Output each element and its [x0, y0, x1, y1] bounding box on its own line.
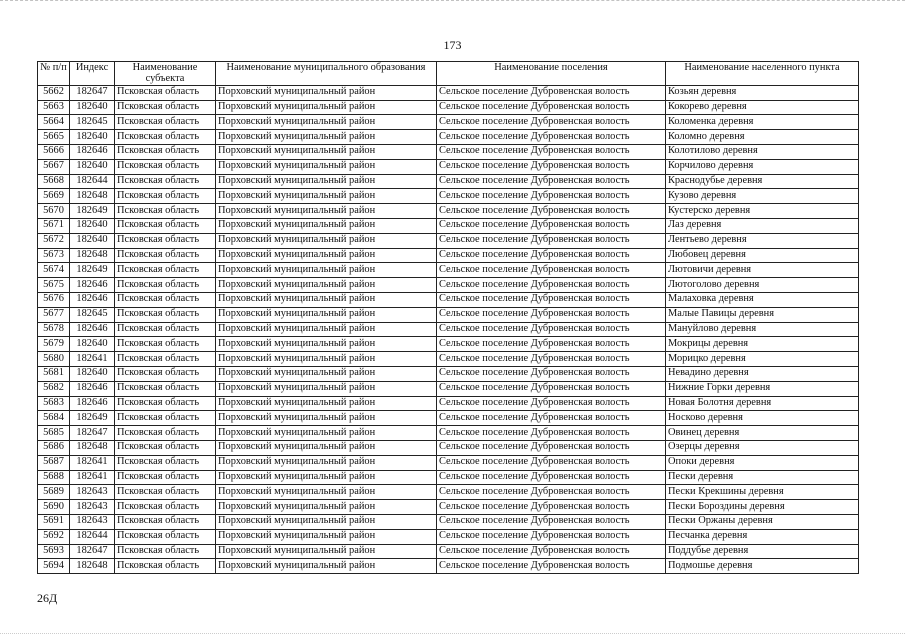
header-settlement: Наименование поселения [437, 62, 666, 86]
settlement-name-cell: Сельское поселение Дубровенская волость [437, 366, 666, 381]
locality-name-cell: Малаховка деревня [666, 293, 859, 308]
settlement-name-cell: Сельское поселение Дубровенская волость [437, 115, 666, 130]
row-number-cell: 5692 [38, 529, 70, 544]
table-row [38, 514, 859, 529]
settlement-name-cell: Сельское поселение Дубровенская волость [437, 204, 666, 219]
postal-index-cell: 182648 [70, 189, 115, 204]
municipality-name-cell: Порховский муниципальный район [216, 366, 437, 381]
table-row [38, 500, 859, 515]
header-row [38, 62, 859, 86]
table-row [38, 204, 859, 219]
page-number: 173 [443, 38, 462, 52]
row-number-cell: 5677 [38, 307, 70, 322]
table-row [38, 485, 859, 500]
table-row [38, 396, 859, 411]
row-number-cell: 5684 [38, 411, 70, 426]
row-number-cell: 5670 [38, 204, 70, 219]
postal-index-cell: 182648 [70, 559, 115, 574]
locality-name-cell: Колотилово деревня [666, 145, 859, 160]
postal-index-cell: 182644 [70, 529, 115, 544]
locality-name-cell: Пески Оржаны деревня [666, 514, 859, 529]
settlement-name-cell: Сельское поселение Дубровенская волость [437, 85, 666, 100]
municipality-name-cell: Порховский муниципальный район [216, 381, 437, 396]
municipality-name-cell: Порховский муниципальный район [216, 130, 437, 145]
locality-name-cell: Новая Болотня деревня [666, 396, 859, 411]
subject-name-cell: Псковская область [115, 322, 216, 337]
row-number-cell: 5662 [38, 85, 70, 100]
municipality-name-cell: Порховский муниципальный район [216, 322, 437, 337]
settlement-name-cell: Сельское поселение Дубровенская волость [437, 263, 666, 278]
subject-name-cell: Псковская область [115, 455, 216, 470]
table-row [38, 455, 859, 470]
table-row [38, 219, 859, 234]
subject-name-cell: Псковская область [115, 174, 216, 189]
subject-name-cell: Псковская область [115, 485, 216, 500]
municipality-name-cell: Порховский муниципальный район [216, 145, 437, 160]
postal-index-cell: 182646 [70, 293, 115, 308]
postal-index-cell: 182645 [70, 115, 115, 130]
settlement-name-cell: Сельское поселение Дубровенская волость [437, 381, 666, 396]
settlement-name-cell: Сельское поселение Дубровенская волость [437, 396, 666, 411]
row-number-cell: 5685 [38, 426, 70, 441]
locality-name-cell: Коломно деревня [666, 130, 859, 145]
table-row [38, 426, 859, 441]
subject-name-cell: Псковская область [115, 204, 216, 219]
settlement-name-cell: Сельское поселение Дубровенская волость [437, 455, 666, 470]
municipality-name-cell: Порховский муниципальный район [216, 293, 437, 308]
postal-index-cell: 182641 [70, 455, 115, 470]
row-number-cell: 5675 [38, 278, 70, 293]
row-number-cell: 5672 [38, 233, 70, 248]
postal-index-cell: 182644 [70, 174, 115, 189]
locality-name-cell: Козьян деревня [666, 85, 859, 100]
locality-name-cell: Морицко деревня [666, 352, 859, 367]
municipality-name-cell: Порховский муниципальный район [216, 159, 437, 174]
postal-index-cell: 182646 [70, 322, 115, 337]
table-body [38, 85, 859, 573]
table-row [38, 233, 859, 248]
locality-name-cell: Пески Крекшины деревня [666, 485, 859, 500]
postal-index-cell: 182640 [70, 233, 115, 248]
row-number-cell: 5665 [38, 130, 70, 145]
municipality-name-cell: Порховский муниципальный район [216, 233, 437, 248]
subject-name-cell: Псковская область [115, 219, 216, 234]
locality-name-cell: Подмошье деревня [666, 559, 859, 574]
settlement-name-cell: Сельское поселение Дубровенская волость [437, 130, 666, 145]
locality-name-cell: Коломенка деревня [666, 115, 859, 130]
municipality-name-cell: Порховский муниципальный район [216, 248, 437, 263]
municipality-name-cell: Порховский муниципальный район [216, 544, 437, 559]
header-index: Индекс [70, 62, 115, 86]
settlement-name-cell: Сельское поселение Дубровенская волость [437, 219, 666, 234]
municipality-name-cell: Порховский муниципальный район [216, 485, 437, 500]
settlement-name-cell: Сельское поселение Дубровенская волость [437, 100, 666, 115]
locality-name-cell: Песчанка деревня [666, 529, 859, 544]
locality-name-cell: Малые Павицы деревня [666, 307, 859, 322]
postal-index-cell: 182645 [70, 307, 115, 322]
postal-index-cell: 182646 [70, 278, 115, 293]
row-number-cell: 5671 [38, 219, 70, 234]
locality-name-cell: Мокрицы деревня [666, 337, 859, 352]
settlement-name-cell: Сельское поселение Дубровенская волость [437, 322, 666, 337]
municipality-name-cell: Порховский муниципальный район [216, 219, 437, 234]
municipality-name-cell: Порховский муниципальный район [216, 85, 437, 100]
row-number-cell: 5667 [38, 159, 70, 174]
settlements-table [37, 61, 859, 574]
table-row [38, 174, 859, 189]
municipality-name-cell: Порховский муниципальный район [216, 470, 437, 485]
subject-name-cell: Псковская область [115, 115, 216, 130]
settlement-name-cell: Сельское поселение Дубровенская волость [437, 189, 666, 204]
locality-name-cell: Пески Бороздины деревня [666, 500, 859, 515]
subject-name-cell: Псковская область [115, 470, 216, 485]
row-number-cell: 5680 [38, 352, 70, 367]
locality-name-cell: Корчилово деревня [666, 159, 859, 174]
postal-index-cell: 182640 [70, 130, 115, 145]
subject-name-cell: Псковская область [115, 189, 216, 204]
locality-name-cell: Мануйлово деревня [666, 322, 859, 337]
municipality-name-cell: Порховский муниципальный район [216, 278, 437, 293]
postal-index-cell: 182648 [70, 248, 115, 263]
scan-edge-bottom [0, 633, 905, 637]
row-number-cell: 5679 [38, 337, 70, 352]
settlement-name-cell: Сельское поселение Дубровенская волость [437, 248, 666, 263]
subject-name-cell: Псковская область [115, 559, 216, 574]
table-row [38, 544, 859, 559]
row-number-cell: 5686 [38, 440, 70, 455]
municipality-name-cell: Порховский муниципальный район [216, 263, 437, 278]
subject-name-cell: Псковская область [115, 529, 216, 544]
header-number: № п/п [38, 62, 70, 86]
table-row [38, 366, 859, 381]
settlement-name-cell: Сельское поселение Дубровенская волость [437, 426, 666, 441]
postal-index-cell: 182640 [70, 337, 115, 352]
row-number-cell: 5674 [38, 263, 70, 278]
municipality-name-cell: Порховский муниципальный район [216, 411, 437, 426]
postal-index-cell: 182643 [70, 500, 115, 515]
locality-name-cell: Любовец деревня [666, 248, 859, 263]
row-number-cell: 5691 [38, 514, 70, 529]
postal-index-cell: 182646 [70, 396, 115, 411]
municipality-name-cell: Порховский муниципальный район [216, 529, 437, 544]
table-row [38, 100, 859, 115]
row-number-cell: 5682 [38, 381, 70, 396]
municipality-name-cell: Порховский муниципальный район [216, 455, 437, 470]
subject-name-cell: Псковская область [115, 159, 216, 174]
subject-name-cell: Псковская область [115, 500, 216, 515]
subject-name-cell: Псковская область [115, 278, 216, 293]
postal-index-cell: 182646 [70, 145, 115, 160]
subject-name-cell: Псковская область [115, 396, 216, 411]
municipality-name-cell: Порховский муниципальный район [216, 307, 437, 322]
locality-name-cell: Кузово деревня [666, 189, 859, 204]
postal-index-cell: 182640 [70, 159, 115, 174]
postal-index-cell: 182649 [70, 411, 115, 426]
row-number-cell: 5666 [38, 145, 70, 160]
subject-name-cell: Псковская область [115, 233, 216, 248]
subject-name-cell: Псковская область [115, 352, 216, 367]
postal-index-cell: 182643 [70, 485, 115, 500]
locality-name-cell: Нижние Горки деревня [666, 381, 859, 396]
row-number-cell: 5683 [38, 396, 70, 411]
municipality-name-cell: Порховский муниципальный район [216, 514, 437, 529]
settlement-name-cell: Сельское поселение Дубровенская волость [437, 307, 666, 322]
municipality-name-cell: Порховский муниципальный район [216, 440, 437, 455]
table-row [38, 307, 859, 322]
municipality-name-cell: Порховский муниципальный район [216, 115, 437, 130]
row-number-cell: 5690 [38, 500, 70, 515]
locality-name-cell: Кокорево деревня [666, 100, 859, 115]
settlement-name-cell: Сельское поселение Дубровенская волость [437, 485, 666, 500]
locality-name-cell: Невадино деревня [666, 366, 859, 381]
municipality-name-cell: Порховский муниципальный район [216, 337, 437, 352]
settlement-name-cell: Сельское поселение Дубровенская волость [437, 352, 666, 367]
locality-name-cell: Лютоголово деревня [666, 278, 859, 293]
settlement-name-cell: Сельское поселение Дубровенская волость [437, 500, 666, 515]
postal-index-cell: 182649 [70, 263, 115, 278]
settlement-name-cell: Сельское поселение Дубровенская волость [437, 440, 666, 455]
settlement-name-cell: Сельское поселение Дубровенская волость [437, 145, 666, 160]
municipality-name-cell: Порховский муниципальный район [216, 500, 437, 515]
table-row [38, 470, 859, 485]
table-row [38, 381, 859, 396]
header-locality: Наименование населенного пункта [666, 62, 859, 86]
municipality-name-cell: Порховский муниципальный район [216, 189, 437, 204]
postal-index-cell: 182640 [70, 219, 115, 234]
locality-name-cell: Пески деревня [666, 470, 859, 485]
subject-name-cell: Псковская область [115, 426, 216, 441]
postal-index-cell: 182640 [70, 366, 115, 381]
row-number-cell: 5681 [38, 366, 70, 381]
table-row [38, 278, 859, 293]
table-row [38, 352, 859, 367]
locality-name-cell: Кустерско деревня [666, 204, 859, 219]
table-row [38, 115, 859, 130]
settlement-name-cell: Сельское поселение Дубровенская волость [437, 559, 666, 574]
subject-name-cell: Псковская область [115, 263, 216, 278]
locality-name-cell: Лютовичи деревня [666, 263, 859, 278]
municipality-name-cell: Порховский муниципальный район [216, 352, 437, 367]
locality-name-cell: Краснодубье деревня [666, 174, 859, 189]
postal-index-cell: 182641 [70, 470, 115, 485]
locality-name-cell: Лаз деревня [666, 219, 859, 234]
table-row [38, 322, 859, 337]
table-row [38, 411, 859, 426]
table-row [38, 337, 859, 352]
table-row [38, 440, 859, 455]
table-header [38, 62, 859, 86]
subject-name-cell: Псковская область [115, 544, 216, 559]
settlement-name-cell: Сельское поселение Дубровенская волость [437, 233, 666, 248]
settlement-name-cell: Сельское поселение Дубровенская волость [437, 293, 666, 308]
table-row [38, 159, 859, 174]
locality-name-cell: Опоки деревня [666, 455, 859, 470]
table-row [38, 248, 859, 263]
table-row [38, 559, 859, 574]
header-municipality: Наименование муниципального образования [216, 62, 437, 86]
locality-name-cell: Овинец деревня [666, 426, 859, 441]
subject-name-cell: Псковская область [115, 514, 216, 529]
table-row [38, 263, 859, 278]
footer-code: 26Д [37, 591, 58, 605]
subject-name-cell: Псковская область [115, 366, 216, 381]
table-row [38, 85, 859, 100]
subject-name-cell: Псковская область [115, 100, 216, 115]
postal-index-cell: 182641 [70, 352, 115, 367]
settlement-name-cell: Сельское поселение Дубровенская волость [437, 529, 666, 544]
locality-name-cell: Носково деревня [666, 411, 859, 426]
table-row [38, 130, 859, 145]
locality-name-cell: Поддубье деревня [666, 544, 859, 559]
postal-index-cell: 182649 [70, 204, 115, 219]
postal-index-cell: 182647 [70, 426, 115, 441]
settlement-name-cell: Сельское поселение Дубровенская волость [437, 337, 666, 352]
row-number-cell: 5688 [38, 470, 70, 485]
postal-index-cell: 182648 [70, 440, 115, 455]
settlement-name-cell: Сельское поселение Дубровенская волость [437, 514, 666, 529]
row-number-cell: 5664 [38, 115, 70, 130]
subject-name-cell: Псковская область [115, 248, 216, 263]
row-number-cell: 5673 [38, 248, 70, 263]
scan-edge-top [0, 0, 905, 4]
subject-name-cell: Псковская область [115, 145, 216, 160]
row-number-cell: 5669 [38, 189, 70, 204]
subject-name-cell: Псковская область [115, 337, 216, 352]
table-row [38, 145, 859, 160]
settlement-name-cell: Сельское поселение Дубровенская волость [437, 174, 666, 189]
postal-index-cell: 182640 [70, 100, 115, 115]
postal-index-cell: 182646 [70, 381, 115, 396]
row-number-cell: 5678 [38, 322, 70, 337]
table-row [38, 189, 859, 204]
row-number-cell: 5687 [38, 455, 70, 470]
postal-index-cell: 182647 [70, 85, 115, 100]
subject-name-cell: Псковская область [115, 440, 216, 455]
row-number-cell: 5694 [38, 559, 70, 574]
locality-name-cell: Лентьево деревня [666, 233, 859, 248]
postal-index-cell: 182647 [70, 544, 115, 559]
postal-index-cell: 182643 [70, 514, 115, 529]
row-number-cell: 5689 [38, 485, 70, 500]
municipality-name-cell: Порховский муниципальный район [216, 204, 437, 219]
subject-name-cell: Псковская область [115, 307, 216, 322]
settlement-name-cell: Сельское поселение Дубровенская волость [437, 159, 666, 174]
table-row [38, 529, 859, 544]
subject-name-cell: Псковская область [115, 411, 216, 426]
settlement-name-cell: Сельское поселение Дубровенская волость [437, 544, 666, 559]
locality-name-cell: Озерцы деревня [666, 440, 859, 455]
header-subject: Наименование субъекта [115, 62, 216, 86]
municipality-name-cell: Порховский муниципальный район [216, 396, 437, 411]
settlement-name-cell: Сельское поселение Дубровенская волость [437, 278, 666, 293]
subject-name-cell: Псковская область [115, 293, 216, 308]
row-number-cell: 5676 [38, 293, 70, 308]
municipality-name-cell: Порховский муниципальный район [216, 426, 437, 441]
municipality-name-cell: Порховский муниципальный район [216, 559, 437, 574]
settlement-name-cell: Сельское поселение Дубровенская волость [437, 411, 666, 426]
subject-name-cell: Псковская область [115, 381, 216, 396]
subject-name-cell: Псковская область [115, 130, 216, 145]
row-number-cell: 5668 [38, 174, 70, 189]
municipality-name-cell: Порховский муниципальный район [216, 100, 437, 115]
row-number-cell: 5693 [38, 544, 70, 559]
row-number-cell: 5663 [38, 100, 70, 115]
table-row [38, 293, 859, 308]
subject-name-cell: Псковская область [115, 85, 216, 100]
municipality-name-cell: Порховский муниципальный район [216, 174, 437, 189]
settlement-name-cell: Сельское поселение Дубровенская волость [437, 470, 666, 485]
